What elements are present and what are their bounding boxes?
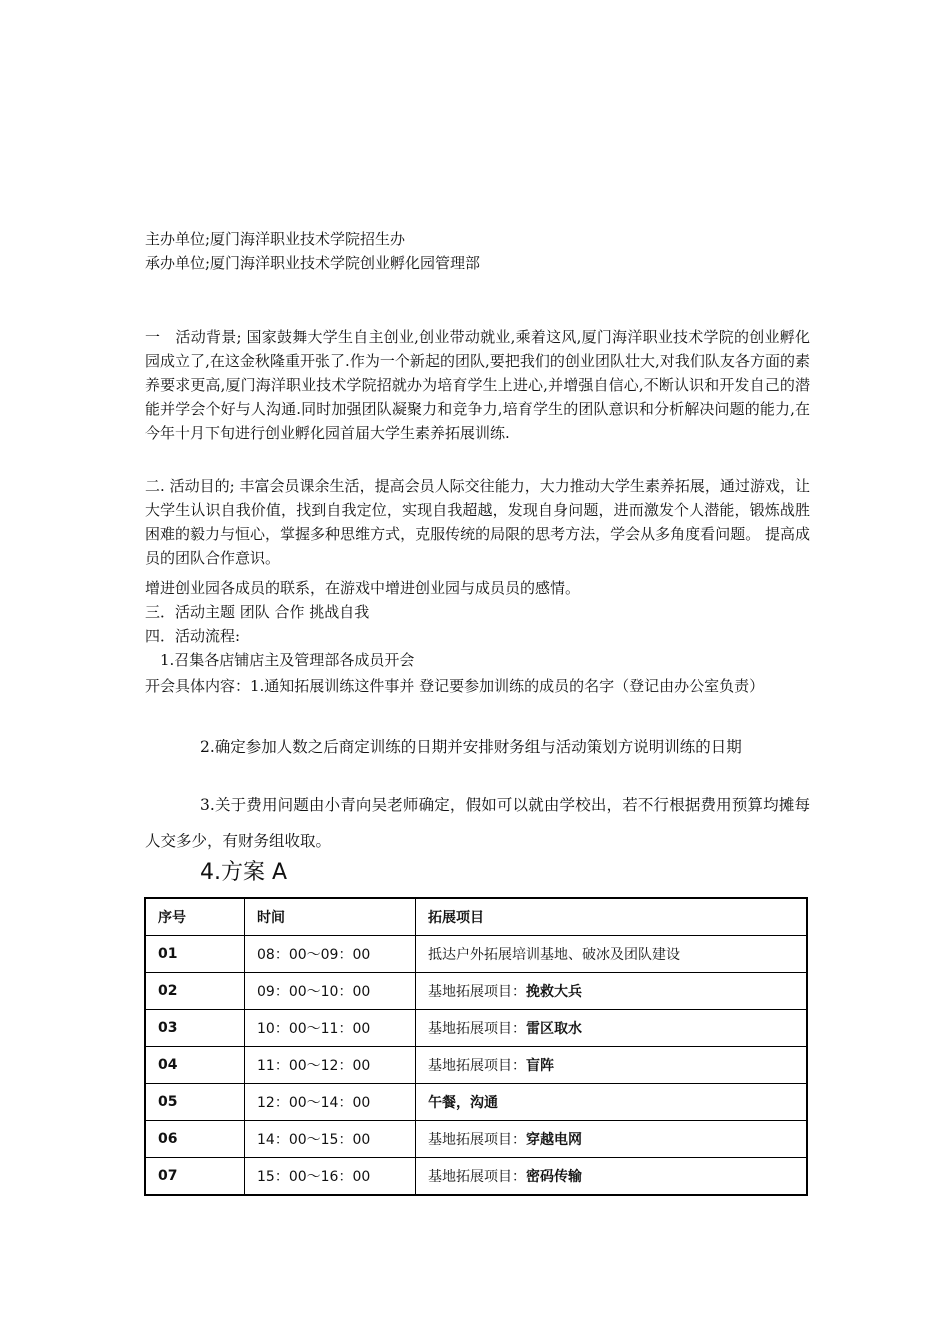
step-2-line: 2.确定参加人数之后商定训练的日期并安排财务组与活动策划方说明训练的日期	[200, 738, 742, 756]
purpose-extra-line: 增进创业园各成员的联系，在游戏中增进创业园与成员员的感情。	[145, 579, 581, 597]
row-item	[416, 1047, 808, 1084]
row-time: 08：00～09：00	[245, 936, 416, 973]
row-no: 03	[145, 1010, 245, 1047]
row-time: 11：00～12：00	[245, 1047, 416, 1084]
step-1-line: 1.召集各店铺店主及管理部各成员开会	[160, 651, 415, 669]
row-no: 01	[145, 936, 245, 973]
row-time: 12：00～14：00	[245, 1084, 416, 1121]
row-item	[416, 1084, 808, 1121]
row-item-bold: 穿越电网	[526, 1132, 582, 1148]
row-time: 10：00～11：00	[245, 1010, 416, 1047]
row-time: 15：00～16：00	[245, 1158, 416, 1196]
row-no: 06	[145, 1121, 245, 1158]
header-no: 序号	[145, 898, 245, 936]
row-item	[416, 1010, 808, 1047]
row-no: 05	[145, 1084, 245, 1121]
organizer-line: 主办单位;厦门海洋职业技术学院招生办	[145, 230, 406, 248]
table-row	[145, 973, 807, 1010]
row-item	[416, 936, 808, 973]
table-row	[145, 936, 807, 973]
table-row	[145, 1158, 807, 1196]
row-no: 02	[145, 973, 245, 1010]
row-item-bold: 雷区取水	[526, 1021, 582, 1037]
row-time: 14：00～15：00	[245, 1121, 416, 1158]
row-no: 04	[145, 1047, 245, 1084]
co-organizer-line: 承办单位;厦门海洋职业技术学院创业孵化园管理部	[145, 254, 481, 272]
meeting-content-paragraph: 开会具体内容：1.通知拓展训练这件事并 登记要参加训练的成员的名字（登记由办公室负责）	[145, 677, 765, 695]
row-item	[416, 1121, 808, 1158]
purpose-paragraph: 二. 活动目的; 丰富会员课余生活，提高会员人际交往能力，大力推动大学生素养拓展，通过游戏，让大学生认识自我价值，找到自我定位，实现自我超越，发现自身问题，进而激发个人潜能，锻炼战胜困难的毅力与恒心，掌握多种思维方式，克服传统的局限的思考方法，学会从多角度看问题。 提高成员的团队合作意识。	[145, 477, 810, 567]
row-item-prefix: 基地拓展项目：	[428, 984, 526, 1000]
row-item-prefix: 基地拓展项目：	[428, 1169, 526, 1185]
theme-line: 三．活动主题 团队 合作 挑战自我	[145, 603, 370, 621]
table-row	[145, 1010, 807, 1047]
header-time: 时间	[245, 898, 416, 936]
row-item-bold: 密码传输	[526, 1169, 582, 1185]
row-item-bold: 午餐，沟通	[428, 1095, 498, 1111]
row-item-prefix: 基地拓展项目：	[428, 1021, 526, 1037]
row-time: 09：00～10：00	[245, 973, 416, 1010]
header-item: 拓展项目	[416, 898, 808, 936]
step-3-paragraph: 3.关于费用问题由小青向吴老师确定，假如可以就由学校出，若不行根据费用预算均摊每人交多少，有财务组收取。	[145, 796, 810, 850]
table-row	[145, 1047, 807, 1084]
process-title: 四．活动流程:	[145, 627, 241, 645]
row-no: 07	[145, 1158, 245, 1196]
background-paragraph: 一 活动背景; 国家鼓舞大学生自主创业,创业带动就业,乘着这风,厦门海洋职业技术学院的创业孵化园成立了,在这金秋隆重开张了.作为一个新起的团队,要把我们的创业团队壮大,对我们队友各方面的素养要求更高,厦门海洋职业技术学院招就办为培育学生上进心,并增强自信心,不断认识和开发自己的潜能并学会个好与人沟通.同时加强团队凝聚力和竞争力,培育学生的团队意识和分析解决问题的能力,在今年十月下旬进行创业孵化园首届大学生素养拓展训练.	[145, 328, 810, 442]
row-item	[416, 1158, 808, 1196]
schedule-table	[144, 897, 808, 1196]
row-item-bold: 挽救大兵	[526, 984, 582, 1000]
row-item-prefix: 基地拓展项目：	[428, 1058, 526, 1074]
row-item-bold: 盲阵	[526, 1058, 554, 1074]
table-row	[145, 1084, 807, 1121]
row-item-prefix: 基地拓展项目：	[428, 1132, 526, 1148]
table-row	[145, 1121, 807, 1158]
plan-a-heading: 4.方案 A	[200, 860, 288, 885]
row-item-prefix: 抵达户外拓展培训基地、破冰及团队建设	[428, 947, 680, 963]
table-header-row	[145, 898, 807, 936]
row-item	[416, 973, 808, 1010]
